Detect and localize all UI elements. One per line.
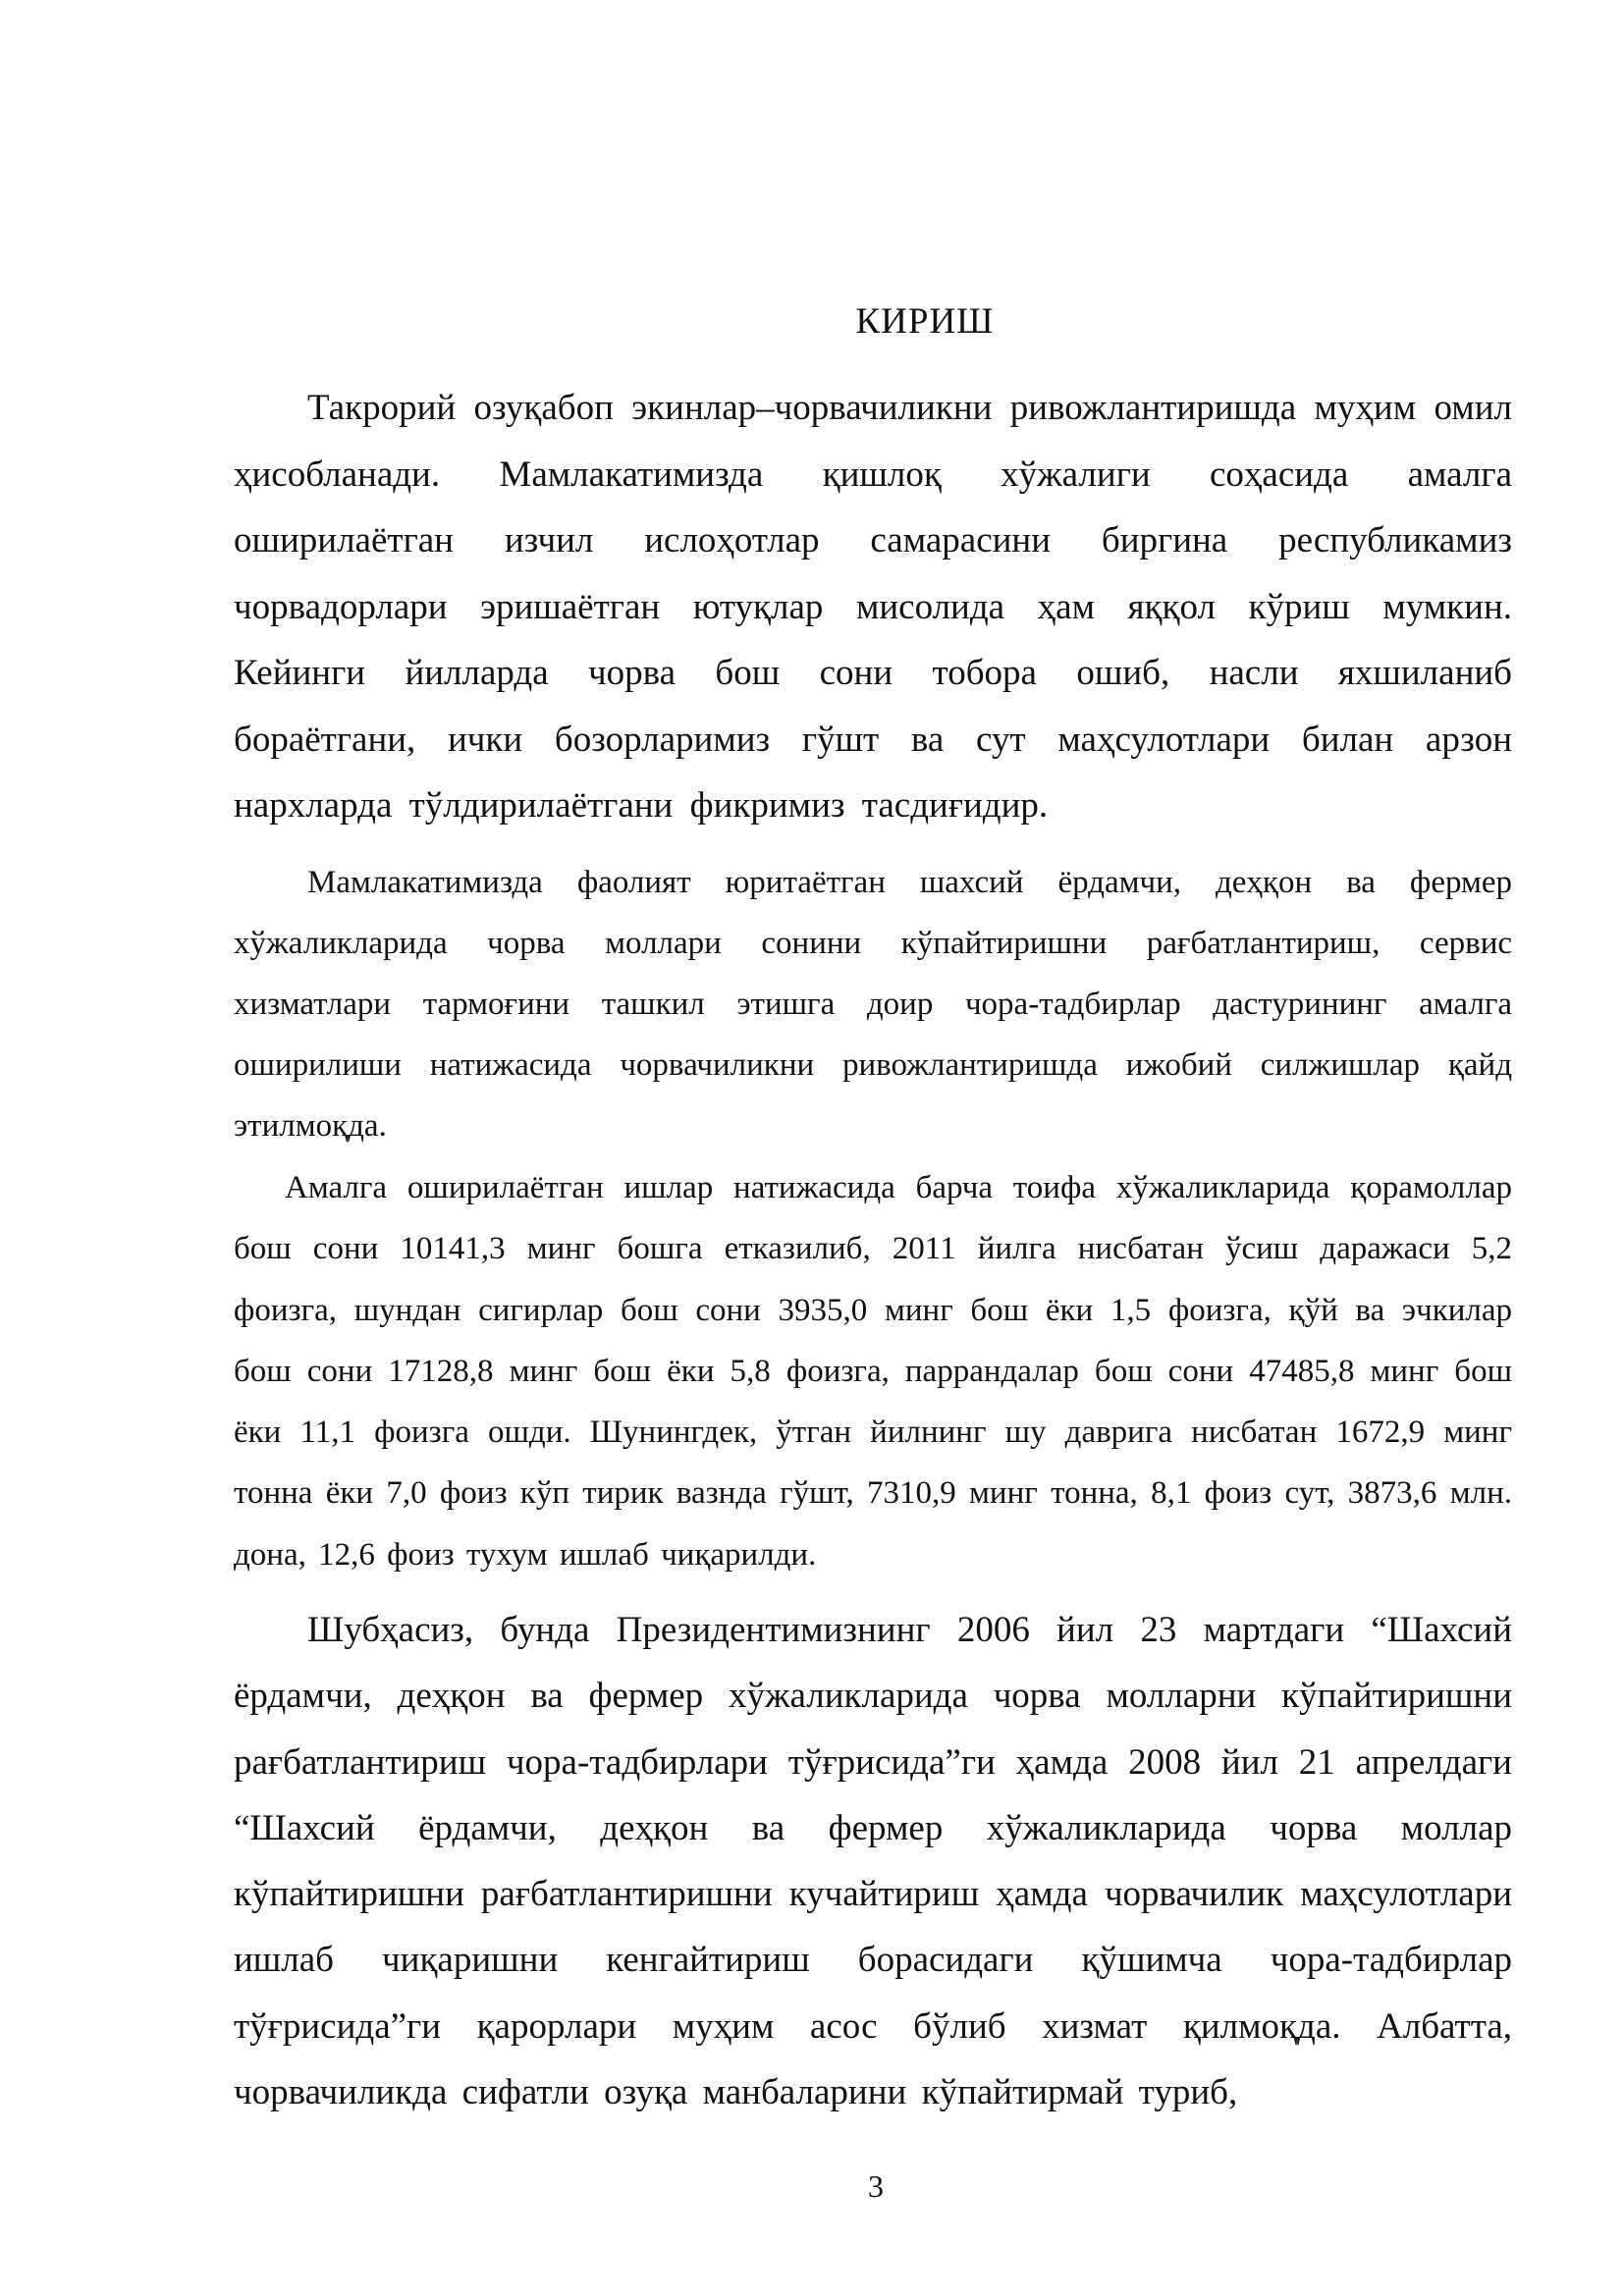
paragraph-decrees: Шубҳасиз, бунда Президентимизнинг 2006 йил 23 мартдаги “Шахсий ёрдамчи, деҳқон ва фермер хўжаликларида чорва молларни кўпайтиришни рағбатлантириш чора-тадбирлари тўғрисида”ги ҳамда 2008 йил 21 апрелдаги “Шахсий ёрдамчи, деҳқон ва фермер хўжаликларида чорва моллар кўпайтиришни рағбатлантиришни кучайтириш ҳамда чорвачилик маҳсулотлари ишлаб чиқаришни кенгайтириш борасидаги қўшимча чора-тадбирлар тўғрисида”ги қарорлари муҳим асос бўлиб хизмат қилмоқда. Албатта, чорвачиликда сифатли озуқа манбаларини кўпайтирмай туриб,	[234, 1610, 1512, 2113]
paragraph-intro: Такрорий озуқабоп экинлар–чорвачиликни ривожлантиришда муҳим омил ҳисобланади. Мамлакатимизда қишлоқ хўжалиги соҳасида амалга оширилаётган изчил ислоҳотлар самарасини биргина республикамиз чорвадорлари эришаётган ютуқлар мисолида ҳам яққол кўриш мумкин. Кейинги йилларда чорва бош сони тобора ошиб, насли яхшиланиб бораётгани, ички бозорларимиз гўшт ва сут маҳсулотлари билан арзон нархларда тўлдирилаётгани фикримиз тасдиғидир.	[234, 388, 1512, 826]
page-number: 3	[868, 2168, 884, 2204]
section-heading: КИРИШ	[855, 301, 995, 342]
paragraph-statistics: Амалга оширилаётган ишлар натижасида барча тоифа хўжаликларида қорамоллар бош сони 10141,3 минг бошга етказилиб, 2011 йилга нисбатан ўсиш даражаси 5,2 фоизга, шундан сигирлар бош сони 3935,0 минг бош ёки 1,5 фоизга, қўй ва эчкилар бош сони 17128,8 минг бош ёки 5,8 фоизга, паррандалар бош сони 47485,8 минг бош ёки 11,1 фоизга ошди. Шунингдек, ўтган йилнинг шу даврига нисбатан 1672,9 минг тонна ёки 7,0 фоиз кўп тирик вазнда гўшт, 7310,9 минг тонна, 8,1 фоиз сут, 3873,6 млн. дона, 12,6 фоиз тухум ишлаб чиқарилди.	[234, 1170, 1512, 1573]
paragraph-programs: Мамлакатимизда фаолият юритаётган шахсий ёрдамчи, деҳқон ва фермер хўжаликларида чорва моллари сонини кўпайтиришни рағбатлантириш, сервис хизматлари тармоғини ташкил этишга доир чора-тадбирлар дастурининг амалга оширилиши натижасида чорвачиликни ривожлантиришда ижобий силжишлар қайд этилмоқда.	[234, 865, 1512, 1144]
